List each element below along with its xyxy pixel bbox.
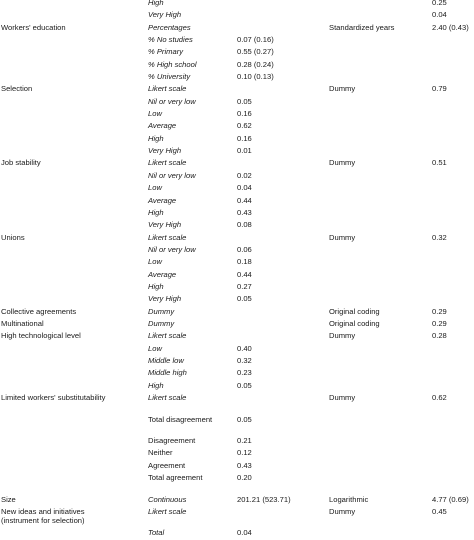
descriptive-value: 0.18: [237, 257, 252, 267]
measurement-level: Likert scale: [148, 331, 187, 341]
table-row: [0, 392, 474, 414]
table-row: [0, 306, 474, 318]
measurement-level: Likert scale: [148, 393, 187, 402]
descriptive-value: 0.05: [237, 380, 252, 390]
measurement-level: Low: [148, 183, 162, 193]
table-row: [0, 207, 474, 219]
table-row: [0, 506, 474, 528]
table-row: [0, 494, 474, 506]
table-row: [0, 330, 474, 342]
table-row: [0, 256, 474, 268]
measurement-level: High: [148, 281, 164, 291]
measurement-level: % No studies: [148, 35, 193, 45]
descriptive-value: 0.44: [237, 269, 252, 279]
measurement-level: Nil or very low: [148, 170, 196, 180]
measurement-level: Very High: [148, 294, 182, 304]
coding-method: Dummy: [329, 331, 356, 341]
variable-name: Size: [1, 494, 16, 504]
table-row: [0, 120, 474, 132]
table-row: [0, 182, 474, 194]
measurement-level: Very High: [148, 146, 182, 156]
measurement-level: High: [148, 207, 164, 217]
table-row: [0, 435, 474, 447]
measurement-level: % University: [148, 72, 191, 82]
measurement-level: Percentages: [148, 22, 191, 32]
coded-statistic: 0.45: [432, 506, 447, 516]
descriptive-value: 0.23: [237, 368, 252, 378]
descriptive-value: 0.01: [237, 146, 252, 156]
measurement-level: Middle low: [148, 355, 184, 365]
coded-statistic: 0.79: [432, 84, 447, 94]
measurement-level: Nil or very low: [148, 244, 196, 254]
descriptive-value: 0.07 (0.16): [237, 35, 274, 45]
coded-statistic: 4.77 (0.69): [432, 494, 469, 504]
table-row: [0, 318, 474, 330]
variable-name: High technological level: [1, 331, 81, 341]
coded-statistic: 0.28: [432, 331, 447, 341]
variable-name: New ideas and initiatives (instrument for selection): [1, 506, 85, 526]
measurement-level: High: [148, 0, 164, 7]
coding-method: Standardized years: [329, 22, 395, 32]
coded-statistic: 2.40 (0.43): [432, 22, 469, 32]
table-row: [0, 460, 474, 472]
measurement-level: Very High: [148, 220, 182, 230]
coding-method: Dummy: [329, 84, 356, 94]
coded-statistic: 0.25: [432, 0, 447, 7]
table-row: [0, 414, 474, 436]
descriptive-value: 0.16: [237, 109, 252, 119]
descriptive-value: 0.05: [237, 96, 252, 106]
coding-method: Logarithmic: [329, 494, 369, 504]
descriptive-value: 0.43: [237, 460, 252, 470]
measurement-level: Neither: [148, 448, 173, 458]
measurement-level: Total disagreement: [148, 414, 213, 424]
table-row: [0, 108, 474, 120]
measurement-level: High: [148, 380, 164, 390]
coded-statistic: 0.51: [432, 158, 447, 168]
coding-method: Dummy: [329, 158, 356, 168]
measurement-level: Likert scale: [148, 84, 187, 94]
measurement-level: Total agreement: [148, 473, 203, 483]
variable-name: Multinational: [1, 318, 44, 328]
descriptive-value: 0.10 (0.13): [237, 72, 274, 82]
table-row: [0, 195, 474, 207]
table-row: [0, 281, 474, 293]
table-row: [0, 0, 474, 9]
table-row: [0, 157, 474, 169]
descriptive-value: 0.06: [237, 244, 252, 254]
coded-statistic: 0.29: [432, 306, 447, 316]
measurement-level: Average: [148, 195, 177, 205]
table-row: [0, 133, 474, 145]
descriptive-value: 0.16: [237, 133, 252, 143]
descriptive-value: 0.02: [237, 170, 252, 180]
measurement-level: % High school: [148, 59, 197, 69]
table-row: [0, 527, 474, 539]
table-row: [0, 170, 474, 182]
descriptive-value: 201.21 (523.71): [237, 494, 291, 504]
table-row: [0, 59, 474, 71]
variable-name: Workers' education: [1, 22, 66, 32]
table-row: [0, 145, 474, 157]
descriptive-value: 0.05: [237, 414, 252, 424]
table-row: [0, 46, 474, 58]
measurement-level: Agreement: [148, 460, 186, 470]
table-row: [0, 22, 474, 34]
table-row: [0, 343, 474, 355]
descriptive-value: 0.04: [237, 183, 252, 193]
measurement-level: Average: [148, 269, 177, 279]
measurement-level: Middle high: [148, 368, 187, 378]
descriptive-value: 0.62: [237, 121, 252, 131]
descriptive-value: 0.05: [237, 294, 252, 304]
descriptive-value: 0.32: [237, 355, 252, 365]
coded-statistic: 0.29: [432, 318, 447, 328]
measurement-level: Likert scale: [148, 158, 187, 168]
table-row: [0, 472, 474, 494]
descriptive-value: 0.40: [237, 343, 252, 353]
measurement-level: Likert scale: [148, 506, 187, 516]
table-row: [0, 269, 474, 281]
table-row: [0, 71, 474, 83]
variable-name: Job stability: [1, 158, 41, 168]
measurement-level: Very High: [148, 10, 182, 20]
descriptive-value: 0.20: [237, 473, 252, 483]
coded-statistic: 0.04: [432, 10, 447, 20]
variable-name: Collective agreements: [1, 306, 77, 316]
descriptive-value: 0.43: [237, 207, 252, 217]
measurement-level: Nil or very low: [148, 96, 196, 106]
table-row: [0, 219, 474, 231]
table-row: [0, 34, 474, 46]
descriptive-value: 0.55 (0.27): [237, 47, 274, 57]
measurement-level: Low: [148, 257, 162, 267]
measurement-level: Average: [148, 121, 177, 131]
variable-name: Limited workers' substitutability: [1, 393, 106, 402]
descriptive-value: 0.12: [237, 448, 252, 458]
descriptive-value: 0.04: [237, 528, 252, 538]
table-row: [0, 355, 474, 367]
measurement-level: Total: [148, 528, 165, 538]
measurement-level: Low: [148, 109, 162, 119]
descriptive-value: 0.08: [237, 220, 252, 230]
coding-method: Original coding: [329, 318, 380, 328]
table-row: [0, 232, 474, 244]
measurement-level: % Primary: [148, 47, 184, 57]
measurement-level: Dummy: [148, 318, 175, 328]
variable-name: Selection: [1, 84, 33, 94]
coding-method: Dummy: [329, 506, 356, 516]
coding-method: Dummy: [329, 393, 356, 402]
table-row: [0, 244, 474, 256]
coded-statistic: 0.62: [432, 393, 447, 402]
descriptive-value: 0.21: [237, 436, 252, 445]
measurement-level: Low: [148, 343, 162, 353]
descriptive-value: 0.44: [237, 195, 252, 205]
table-row: [0, 293, 474, 305]
coding-method: Dummy: [329, 232, 356, 242]
table-row: [0, 367, 474, 379]
measurement-level: Continuous: [148, 494, 187, 504]
coding-method: Original coding: [329, 306, 380, 316]
table-row: [0, 380, 474, 392]
measurement-level: High: [148, 133, 164, 143]
descriptive-value: 0.28 (0.24): [237, 59, 274, 69]
table-row: [0, 83, 474, 95]
coded-statistic: 0.32: [432, 232, 447, 242]
measurement-level: Likert scale: [148, 232, 187, 242]
descriptive-value: 0.27: [237, 281, 252, 291]
table-row: [0, 9, 474, 21]
measurement-level: Dummy: [148, 306, 175, 316]
variable-name: Unions: [1, 232, 25, 242]
measurement-level: Disagreement: [148, 436, 196, 445]
table-row: [0, 447, 474, 459]
table-row: [0, 96, 474, 108]
